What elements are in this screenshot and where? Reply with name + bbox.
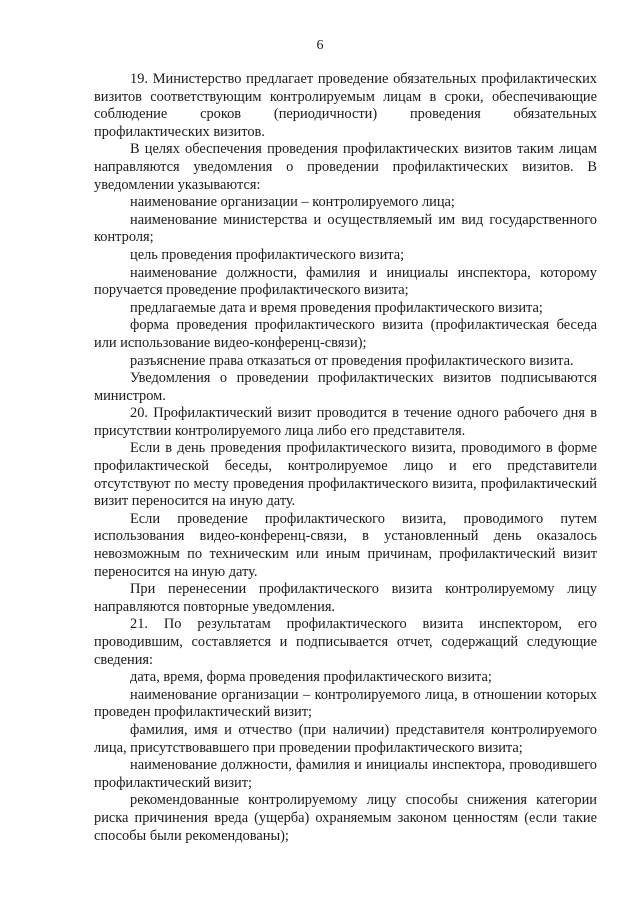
paragraph: При перенесении профилактического визита контролируемому лицу направляются повторные уведомления. [94,581,597,615]
paragraph: Уведомления о проведении профилактических визитов подписываются министром. [94,370,597,404]
paragraph: предлагаемые дата и время проведения профилактического визита; [130,299,543,316]
page-number: 6 [316,38,324,53]
paragraph: цель проведения профилактического визита; [130,246,405,263]
paragraph: наименование должности, фамилия и инициалы инспектора, которому поручается проведение профилактического визита; [94,264,597,299]
paragraph: фамилия, имя и отчество (при наличии) представителя контролируемого лица, присутствовавшего при проведении профилактического визита; [94,721,597,756]
document-body [94,71,597,845]
paragraph: рекомендованные контролируемому лицу способы снижения категории риска причинения вреда (ущерба) охраняемым законом ценностям (если такие способы были рекомендованы); [94,792,597,844]
paragraph: разъяснение права отказаться от проведения профилактического визита. [130,352,574,369]
paragraph: 21. По результатам профилактического визита инспектором, его проводившим, составляется и подписывается отчет, содержащий следующие сведения: [94,616,597,668]
paragraph: наименование организации – контролируемого лица; [130,194,455,211]
paragraph: 20. Профилактический визит проводится в течение одного рабочего дня в присутствии контролируемого лица либо его представителя. [94,405,597,439]
paragraph: наименование министерства и осуществляемый им вид государственного контроля; [94,211,597,246]
paragraph: наименование должности, фамилия и инициалы инспектора, проводившего профилактический визит; [94,757,597,791]
paragraph: В целях обеспечения проведения профилактических визитов таким лицам направляются уведомления о проведении профилактических визитов. В уведомлении указываются: [94,141,597,193]
paragraph: Если проведение профилактического визита, проводимого путем использования видео-конференц-связи, в установленный день оказалось невозможным по техническим или иным причинам, профилактический визит переносится на иную дату. [94,510,597,580]
paragraph: дата, время, форма проведения профилактического визита; [130,669,492,686]
paragraph: Если в день проведения профилактического визита, проводимого в форме профилактической беседы, контролируемое лицо и его представители отсутствуют по месту проведения профилактического визита, профилактический визит переносится на иную дату. [94,440,597,510]
paragraph: форма проведения профилактического визита (профилактическая беседа или использование видео-конференц-связи); [94,317,597,351]
paragraph: 19. Министерство предлагает проведение обязательных профилактических визитов соответствующим контролируемым лицам в сроки, обеспечивающие соблюдение сроков (периодичности) проведения обязательных профилактических визитов. [94,71,597,140]
paragraph: наименование организации – контролируемого лица, в отношении которых проведен профилактический визит; [94,686,597,721]
